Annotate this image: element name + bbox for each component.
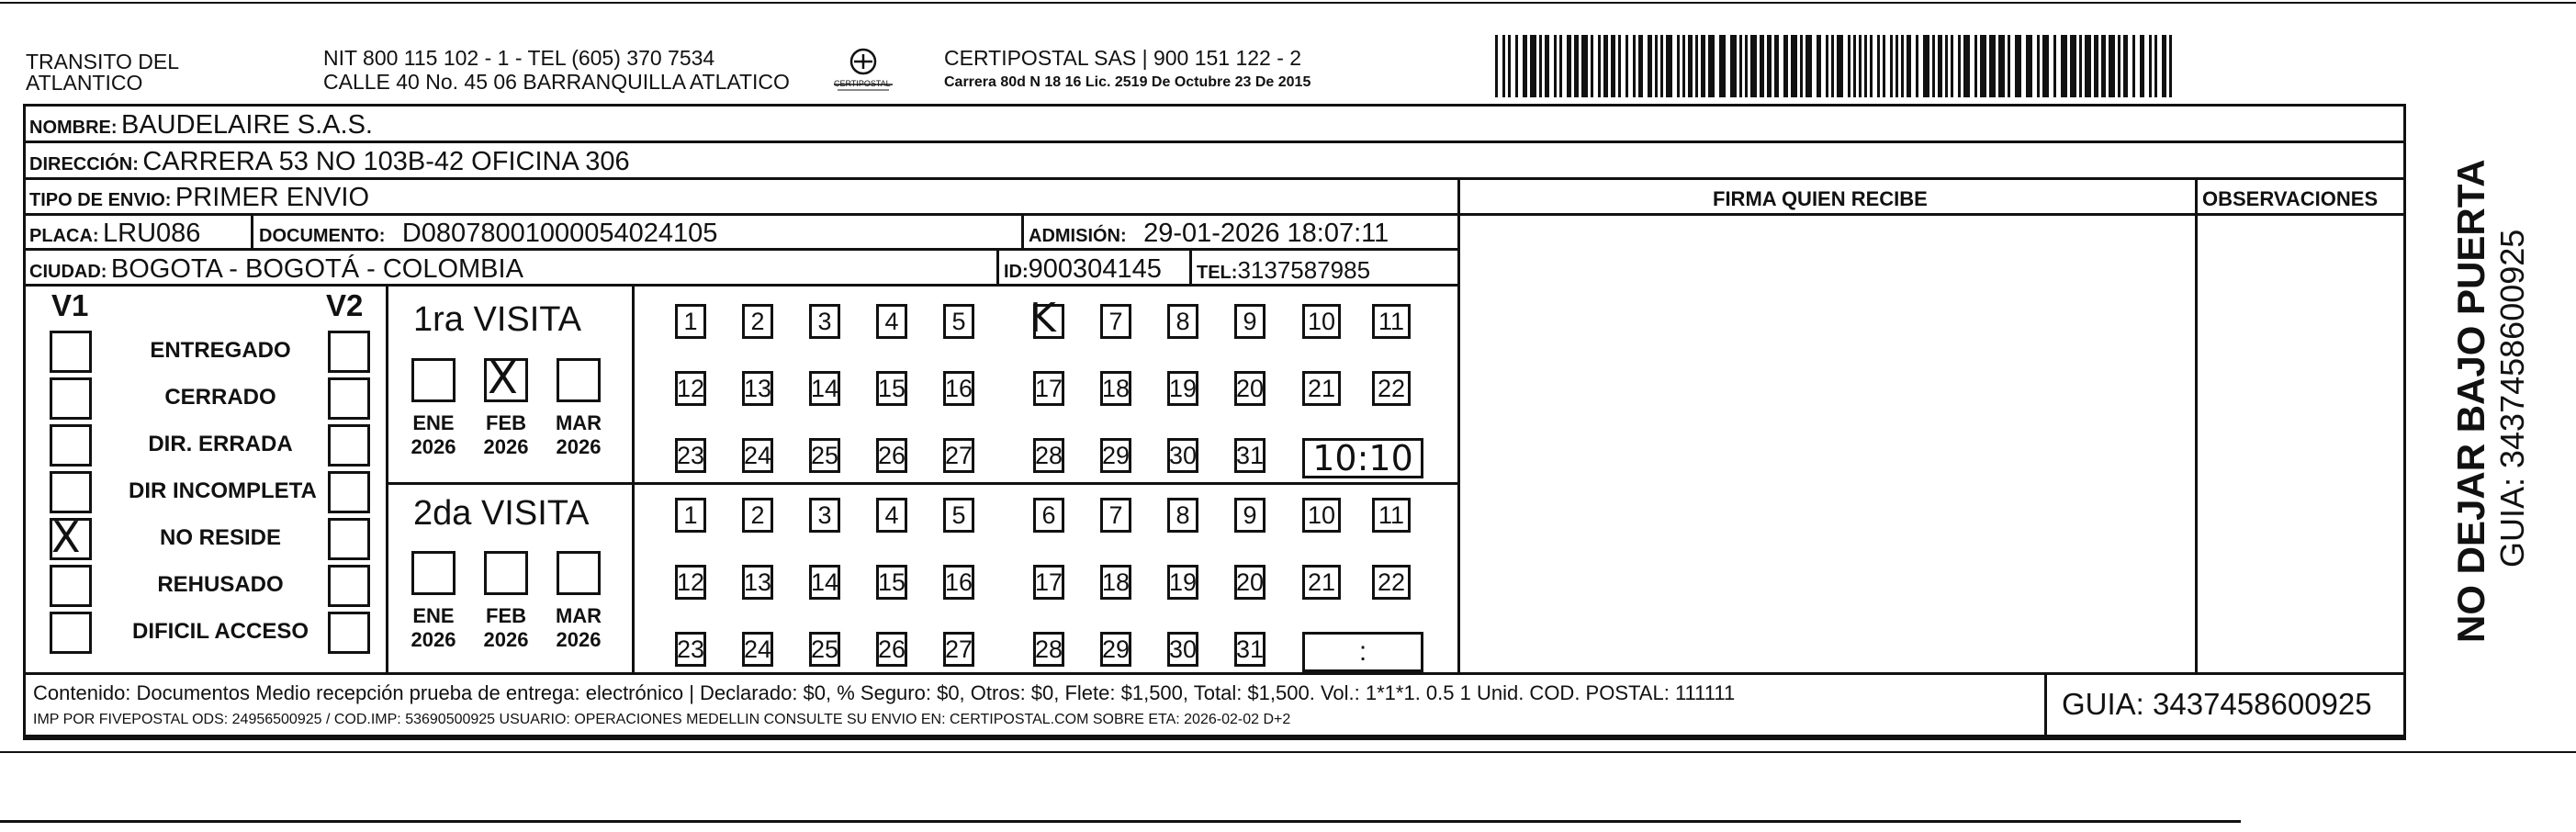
- second-visit-day[interactable]: 8: [1167, 498, 1198, 533]
- first-visit-day[interactable]: 31: [1234, 438, 1266, 473]
- first-visit-day[interactable]: 23: [675, 438, 706, 473]
- status-label: CERRADO: [164, 385, 276, 410]
- second-visit-day[interactable]: 5: [943, 498, 974, 533]
- first-visit-day[interactable]: 18: [1100, 371, 1131, 406]
- first-visit-day[interactable]: 26: [876, 438, 907, 473]
- month-label: MAR: [555, 604, 602, 627]
- second-visit-day[interactable]: 7: [1100, 498, 1131, 533]
- first-visit-day[interactable]: 17: [1033, 371, 1064, 406]
- direccion-row: [29, 149, 630, 175]
- contenido-line: Contenido: Documentos Medio recepción prueba de entrega: electrónico | Declarado: $0, % Seguro: $0, Otros: $0, Flete: $1,500, Total: $1,500. Vol.: 1*1*1. 0.5 1 Unid. COD. POSTAL: 111111: [33, 681, 1736, 704]
- second-visit-day[interactable]: 31: [1234, 632, 1266, 667]
- v1-checkbox[interactable]: [50, 424, 92, 467]
- documento-row: [259, 220, 717, 247]
- first-visit-day[interactable]: 20: [1234, 371, 1266, 406]
- month-label: MAR: [555, 411, 602, 434]
- day-check-mark: K: [1029, 295, 1056, 342]
- first-visit-day[interactable]: 30: [1167, 438, 1198, 473]
- nombre-label: NOMBRE:: [29, 118, 118, 138]
- first-visit-time-box[interactable]: 10:10: [1302, 438, 1423, 478]
- v1-checkbox[interactable]: [50, 612, 92, 654]
- second-visit-month-box[interactable]: [557, 551, 601, 595]
- second-visit-day[interactable]: 25: [809, 632, 840, 667]
- second-visit-day[interactable]: 28: [1033, 632, 1064, 667]
- second-visit-day[interactable]: 27: [943, 632, 974, 667]
- first-visit-day[interactable]: 16: [943, 371, 974, 406]
- tipo-envio-label: TIPO DE ENVIO:: [29, 190, 172, 210]
- v2-checkbox[interactable]: [328, 377, 370, 420]
- first-visit-day[interactable]: 22: [1372, 371, 1411, 406]
- second-visit-day[interactable]: 30: [1167, 632, 1198, 667]
- year-label: 2026: [483, 628, 529, 651]
- second-visit-day[interactable]: 3: [809, 498, 840, 533]
- carrier-line1: CERTIPOSTAL SAS | 900 151 122 - 2: [944, 46, 1302, 70]
- nombre-value: BAUDELAIRE S.A.S.: [121, 110, 373, 140]
- v2-label: V2: [326, 288, 364, 322]
- v2-checkbox[interactable]: [328, 518, 370, 560]
- org-name-line1: TRANSITO DEL: [26, 50, 179, 73]
- second-visit-day[interactable]: 11: [1372, 498, 1411, 533]
- first-visit-day[interactable]: 15: [876, 371, 907, 406]
- first-visit-day[interactable]: 2: [742, 304, 773, 339]
- first-visit-day[interactable]: 9: [1234, 304, 1266, 339]
- placa-row: [29, 220, 200, 247]
- first-visit-day[interactable]: 11: [1372, 304, 1411, 339]
- carrier-line2: Carrera 80d N 18 16 Lic. 2519 De Octubre 23 De 2015: [944, 74, 1311, 90]
- month-label: FEB: [486, 604, 526, 627]
- barcode: [1495, 35, 2175, 97]
- first-visit-day[interactable]: 19: [1167, 371, 1198, 406]
- placa-value: LRU086: [103, 219, 201, 248]
- first-visit-day[interactable]: 21: [1302, 371, 1341, 406]
- first-visit-day[interactable]: 25: [809, 438, 840, 473]
- year-label: 2026: [483, 435, 529, 458]
- first-visit-day[interactable]: 4: [876, 304, 907, 339]
- first-visit-day[interactable]: 29: [1100, 438, 1131, 473]
- first-visit-day[interactable]: 27: [943, 438, 974, 473]
- certipostal-logo: [827, 46, 900, 97]
- guia-box: GUIA: 3437458600925: [2062, 687, 2372, 721]
- second-visit-day[interactable]: 6: [1033, 498, 1064, 533]
- tipo-envio-row: [29, 185, 369, 211]
- form-outer-border: [23, 104, 2406, 737]
- second-visit-day[interactable]: 23: [675, 632, 706, 667]
- first-visit-title: 1ra VISITA: [413, 300, 582, 339]
- scan-line-bottom: [0, 751, 2576, 753]
- first-visit-day[interactable]: 3: [809, 304, 840, 339]
- first-visit-day[interactable]: 14: [809, 371, 840, 406]
- second-visit-day[interactable]: 20: [1234, 565, 1266, 600]
- v2-checkbox[interactable]: [328, 331, 370, 373]
- v1-checkbox[interactable]: [50, 565, 92, 607]
- second-visit-day[interactable]: 13: [742, 565, 773, 600]
- firma-label: FIRMA QUIEN RECIBE: [1713, 187, 1928, 210]
- second-visit-day[interactable]: 9: [1234, 498, 1266, 533]
- month-label: ENE: [412, 411, 455, 434]
- second-visit-day[interactable]: 1: [675, 498, 706, 533]
- first-visit-day[interactable]: 13: [742, 371, 773, 406]
- status-label: ENTREGADO: [150, 338, 291, 363]
- second-visit-day[interactable]: 16: [943, 565, 974, 600]
- org-name-line2: ATLANTICO: [26, 71, 143, 95]
- v1-label: V1: [51, 288, 89, 322]
- tel-row: [1197, 258, 1370, 282]
- first-visit-day[interactable]: 5: [943, 304, 974, 339]
- second-visit-day[interactable]: 19: [1167, 565, 1198, 600]
- admision-value: 29-01-2026 18:07:11: [1143, 219, 1389, 248]
- v1-checkbox[interactable]: [50, 471, 92, 513]
- nit-line: NIT 800 115 102 - 1 - TEL (605) 370 7534: [323, 46, 715, 70]
- tel-label: TEL:: [1197, 263, 1238, 283]
- status-label: NO RESIDE: [159, 525, 282, 550]
- side-guia: GUIA: 3437458600925: [2493, 229, 2531, 568]
- v2-checkbox[interactable]: [328, 471, 370, 513]
- admision-row: [1029, 220, 1389, 247]
- status-label: DIR. ERRADA: [148, 432, 293, 456]
- status-label: DIFICIL ACCESO: [131, 619, 309, 644]
- v2-checkbox[interactable]: [328, 565, 370, 607]
- side-warning: NO DEJAR BAJO PUERTA: [2449, 159, 2492, 643]
- second-visit-day[interactable]: 22: [1372, 565, 1411, 600]
- v1-checkbox[interactable]: [50, 377, 92, 420]
- year-label: 2026: [411, 435, 456, 458]
- tel-value: 3137587985: [1237, 256, 1371, 284]
- status-label: REHUSADO: [157, 572, 284, 597]
- ciudad-label: CIUDAD:: [29, 262, 107, 282]
- admision-label: ADMISIÓN:: [1029, 226, 1127, 246]
- second-visit-day[interactable]: 29: [1100, 632, 1131, 667]
- ciudad-row: [29, 256, 523, 283]
- second-visit-day[interactable]: 15: [876, 565, 907, 600]
- month-check-mark: X: [488, 353, 518, 404]
- second-visit-month-box[interactable]: [411, 551, 456, 595]
- documento-value: D08078001000054024105: [401, 219, 718, 248]
- second-visit-month-box[interactable]: [484, 551, 528, 595]
- first-visit-day[interactable]: 28: [1033, 438, 1064, 473]
- id-row: [1004, 256, 1162, 283]
- second-visit-day[interactable]: 17: [1033, 565, 1064, 600]
- second-visit-day[interactable]: 14: [809, 565, 840, 600]
- first-visit-month-box[interactable]: [411, 358, 456, 402]
- address-line: CALLE 40 No. 45 06 BARRANQUILLA ATLATICO: [323, 70, 790, 94]
- documento-label: DOCUMENTO:: [259, 226, 386, 246]
- first-visit-day[interactable]: 8: [1167, 304, 1198, 339]
- second-visit-day[interactable]: 26: [876, 632, 907, 667]
- second-visit-day[interactable]: 24: [742, 632, 773, 667]
- v1-check-mark: X: [51, 512, 81, 562]
- id-label: ID:: [1004, 262, 1029, 282]
- first-visit-day[interactable]: 24: [742, 438, 773, 473]
- year-label: 2026: [411, 628, 456, 651]
- id-value: 900304145: [1028, 254, 1162, 284]
- year-label: 2026: [556, 628, 602, 651]
- second-visit-title: 2da VISITA: [413, 494, 590, 533]
- first-visit-day[interactable]: 12: [675, 371, 706, 406]
- second-visit-day[interactable]: 4: [876, 498, 907, 533]
- second-visit-time-box[interactable]: :: [1302, 632, 1423, 672]
- first-visit-day[interactable]: 1: [675, 304, 706, 339]
- logo-text: CERTIPOSTAL: [834, 79, 891, 88]
- scan-line-top: [0, 2, 2576, 4]
- observaciones-label: OBSERVACIONES: [2202, 187, 2379, 210]
- second-visit-day[interactable]: 12: [675, 565, 706, 600]
- first-visit-month-box[interactable]: [557, 358, 601, 402]
- v1-checkbox[interactable]: [50, 331, 92, 373]
- tipo-envio-value: PRIMER ENVIO: [174, 183, 370, 212]
- imp-line: IMP POR FIVEPOSTAL ODS: 24956500925 / COD.IMP: 53690500925 USUARIO: OPERACIONES MEDELLIN CONSULTE SU ENVIO EN: CERTIPOSTAL.COM SOBRE ETA: 2026-02-02 D+2: [33, 712, 1291, 727]
- month-label: FEB: [486, 411, 526, 434]
- direccion-value: CARRERA 53 NO 103B-42 OFICINA 306: [142, 147, 630, 176]
- nombre-row: [29, 112, 373, 139]
- direccion-label: DIRECCIÓN:: [29, 154, 139, 174]
- v2-checkbox[interactable]: [328, 424, 370, 467]
- second-visit-day[interactable]: 10: [1302, 498, 1341, 533]
- status-label: DIR INCOMPLETA: [129, 478, 317, 503]
- first-visit-day[interactable]: 10: [1302, 304, 1341, 339]
- year-label: 2026: [556, 435, 602, 458]
- v2-checkbox[interactable]: [328, 612, 370, 654]
- placa-label: PLACA:: [29, 226, 99, 246]
- second-visit-day[interactable]: 21: [1302, 565, 1341, 600]
- second-visit-day[interactable]: 18: [1100, 565, 1131, 600]
- first-visit-day[interactable]: 7: [1100, 304, 1131, 339]
- month-label: ENE: [412, 604, 455, 627]
- ciudad-value: BOGOTA - BOGOTÁ - COLOMBIA: [110, 254, 523, 284]
- second-visit-day[interactable]: 2: [742, 498, 773, 533]
